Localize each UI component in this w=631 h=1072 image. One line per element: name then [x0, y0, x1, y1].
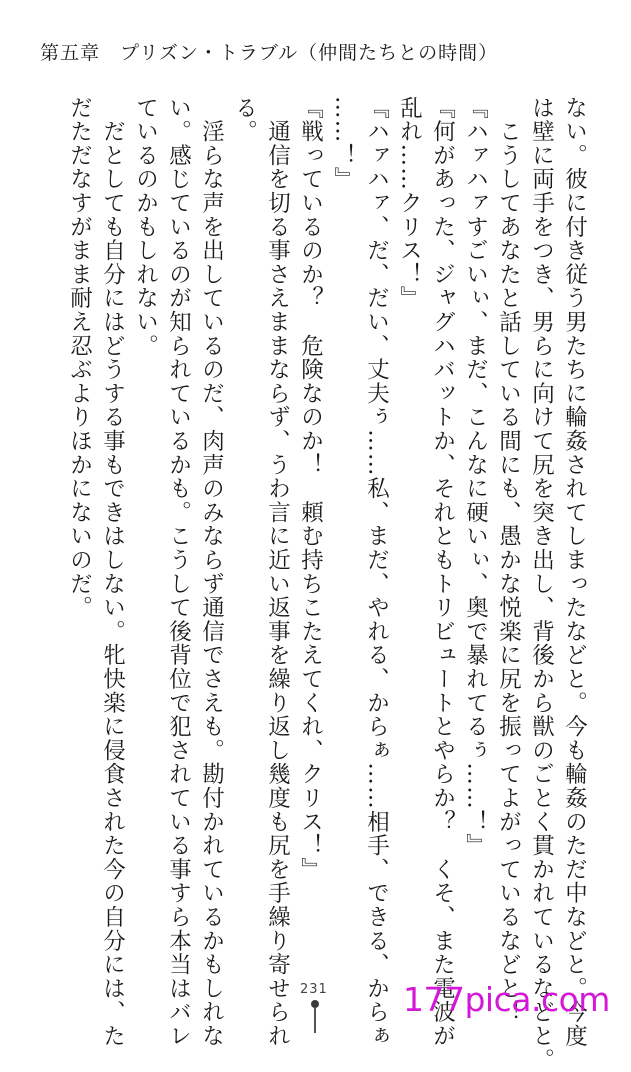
- text-column: ているのかもしれない。: [132, 96, 159, 358]
- page-number: 231: [300, 982, 328, 997]
- text-column: 『ハァハァ、だ、だい、丈夫ぅ……私、まだ、やれる、からぁ……相手、できる、からぁ: [363, 96, 390, 1048]
- text-column: 通信を切る事さえままならず、うわ言に近い返事を繰り返し幾度も尻を手繰り寄せられ: [264, 96, 291, 1048]
- text-column: 『戦っているのか？ 危険なのか！ 頼む持ちこたえてくれ、クリス！』: [297, 96, 324, 882]
- text-column: ない。彼に付き従う男たちに輪姦されてしまったなどと。今も輪姦のただ中などと。今度: [561, 96, 588, 1048]
- watermark: 177pica.com: [403, 980, 610, 1019]
- text-column: 『何があった、ジャグハバットか、それともトリビュートとやらか？ くそ、また電波が: [429, 96, 456, 1048]
- text-column: こうしてあなたと話している間にも、愚かな悦楽に尻を振ってよがっているなどと！: [495, 96, 522, 1025]
- running-title: 第五章 プリズン・トラブル（仲間たちとの時間）: [40, 42, 499, 64]
- page-marker-dot: [311, 1000, 319, 1008]
- text-column: 淫らな声を出しているのだ、肉声のみならず通信でさえも。勘付かれているかもしれな: [198, 96, 225, 1048]
- text-column: だただなすがまま耐え忍ぶよりほかにないのだ。: [66, 96, 93, 620]
- text-column: ……！』: [330, 96, 357, 192]
- text-column: 乱れ……クリス！』: [396, 96, 423, 311]
- text-column: だとしても自分にはどうする事もできはしない。牝快楽に侵食された今の自分には、た: [99, 96, 126, 1048]
- text-column: は壁に両手をつき、男らに向けて尻を突き出し、背後から獣のごとく貫かれているなどと。: [528, 96, 555, 1072]
- text-column: 『ハァハァすごいぃ、まだ、こんなに硬いぃ、奥で暴れてるぅ……！』: [462, 96, 489, 858]
- page-marker-stem: [314, 1008, 316, 1033]
- text-column: い。感じているのが知られているかも。こうして後背位で犯されている事すら本当はバレ: [165, 96, 192, 1048]
- text-column: る。: [231, 96, 258, 144]
